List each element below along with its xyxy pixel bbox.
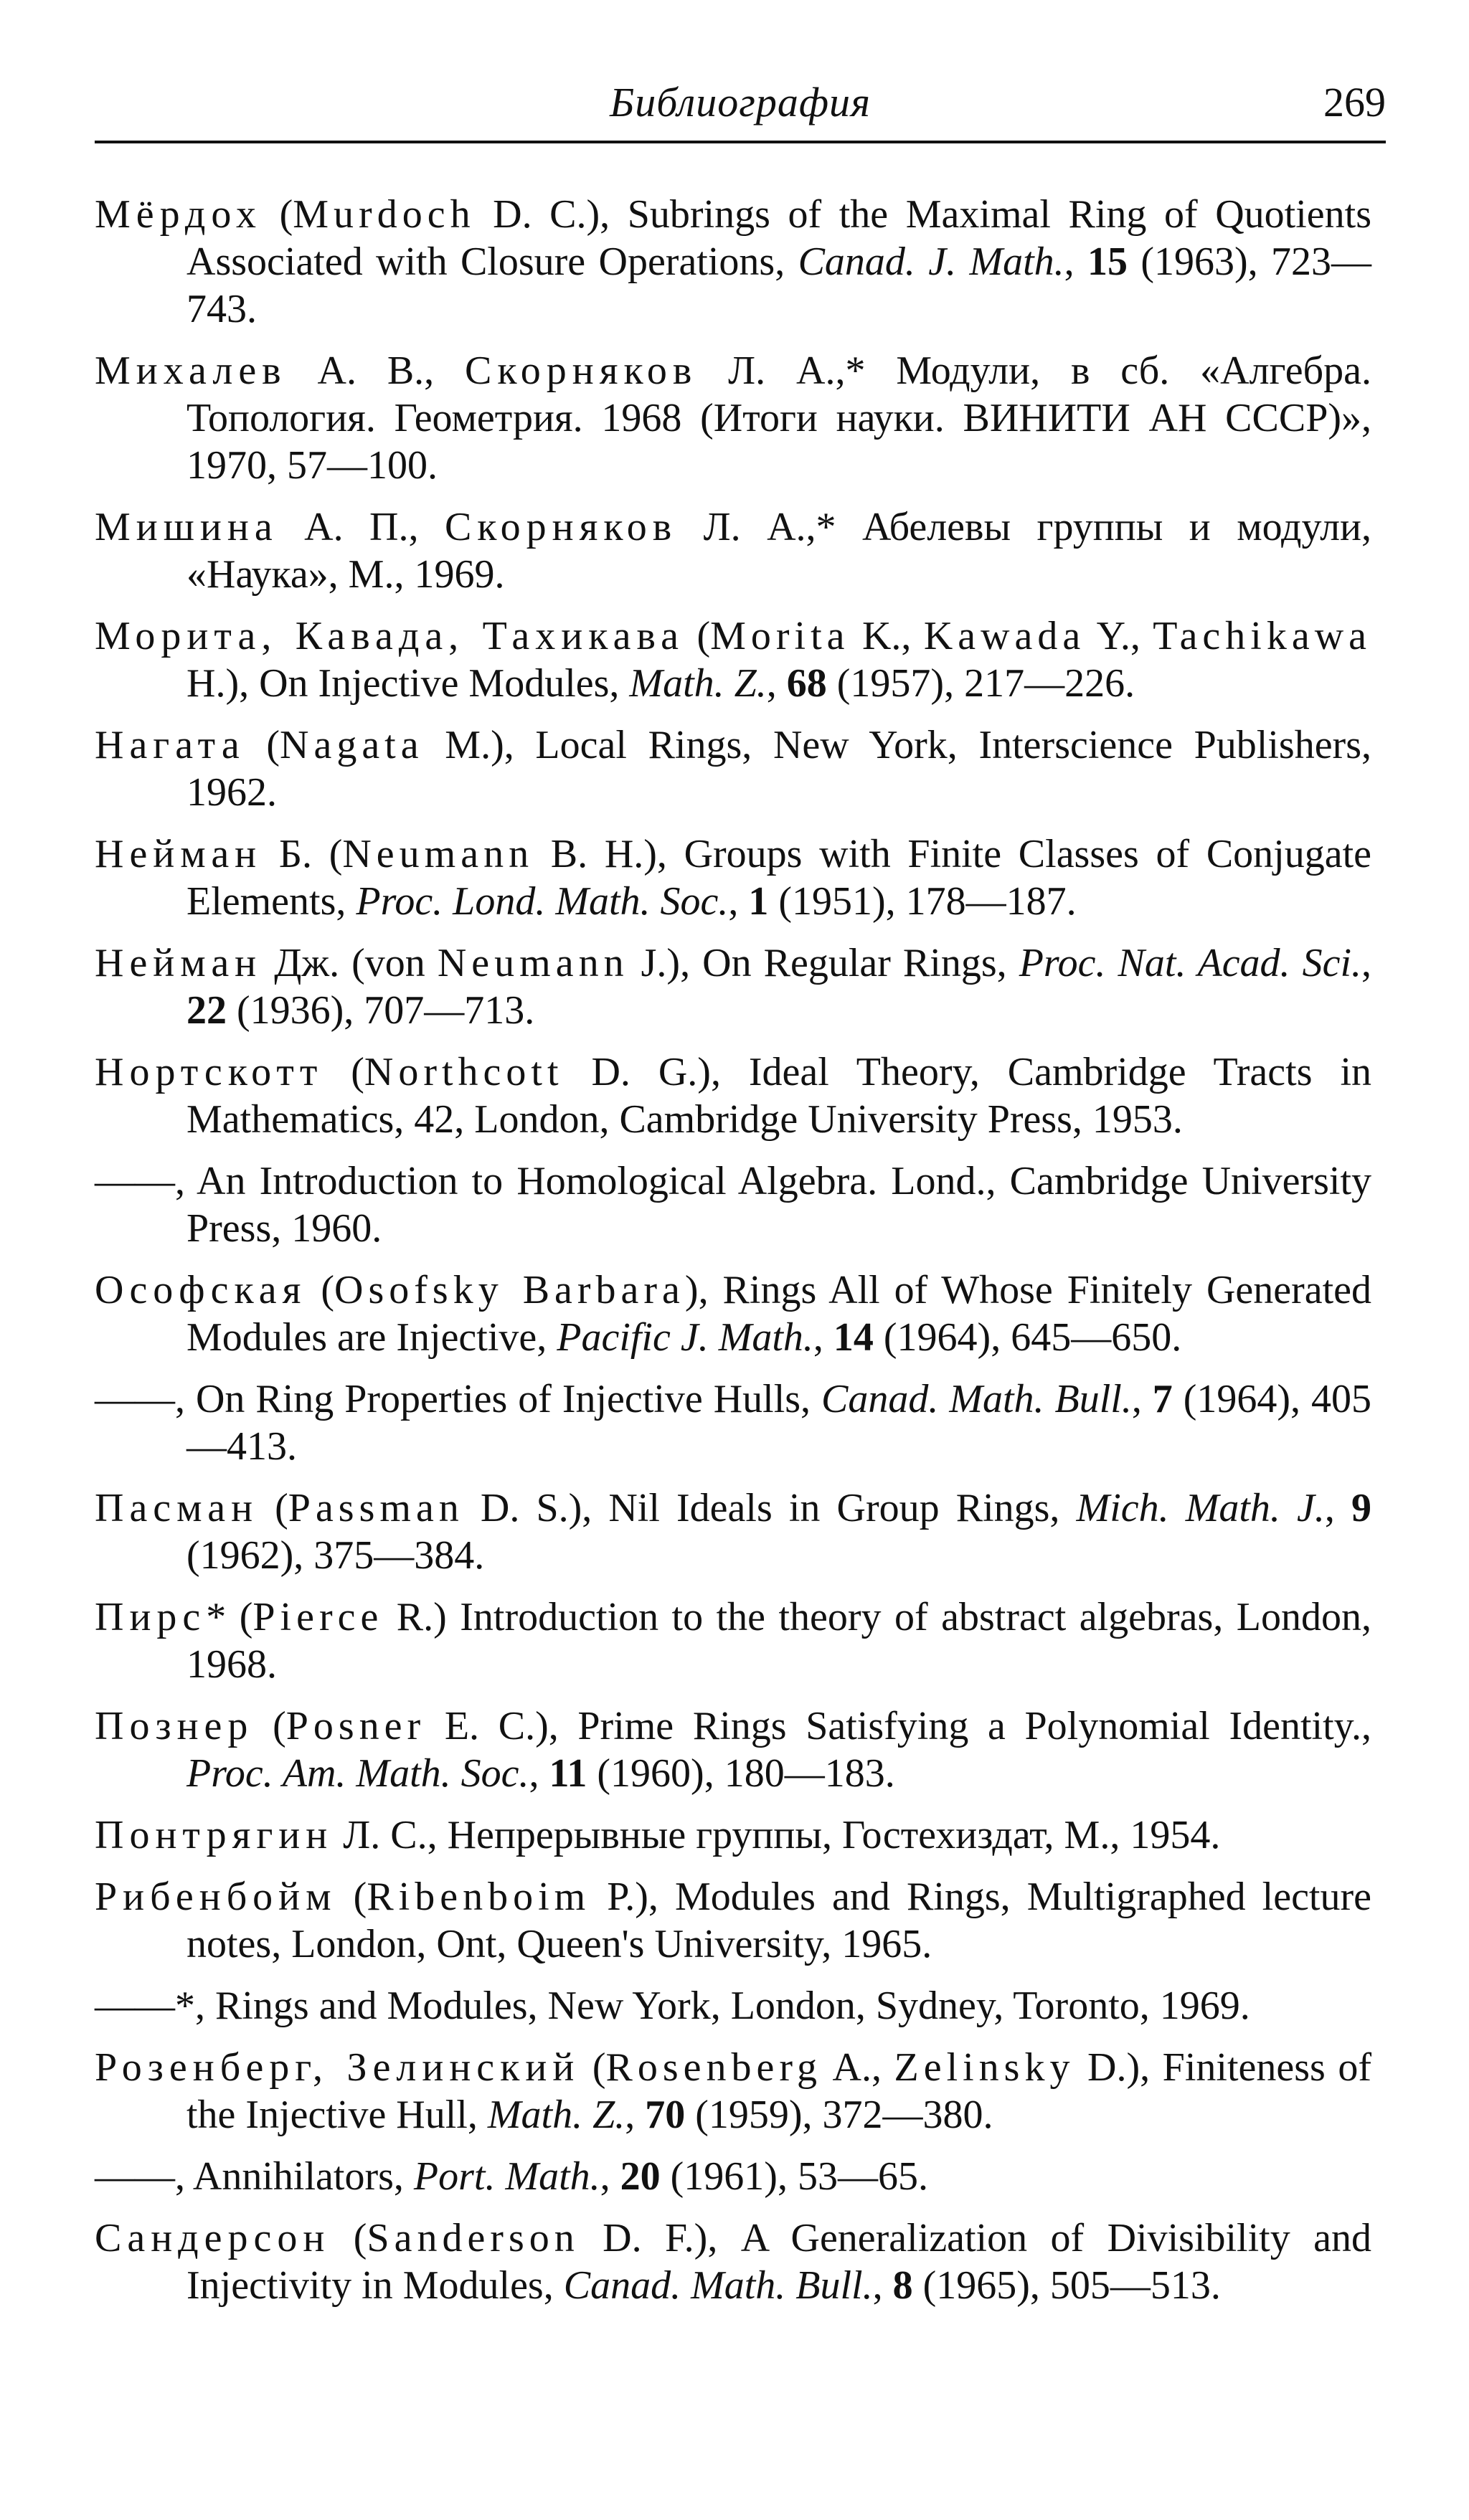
bibliography-entry-osofsky (95, 1266, 1371, 1361)
bibliography-entry-murdoch (95, 191, 1371, 333)
entry-text: , (728, 879, 749, 924)
entry-text: ( (330, 2216, 367, 2260)
bibliography-entry-ribenboim (95, 1873, 1371, 1968)
entry-text: P.), Modules and Rings, Multigraphed lecture notes, London, Ont, Queen's University, 1965. (186, 1875, 1371, 1966)
entry-author-latin: Sanderson (367, 2216, 580, 2260)
entry-author: Скорняков (444, 505, 678, 549)
entry-author-latin: Tachikawa (1153, 614, 1371, 658)
entry-text: (1959), 372—380. (685, 2093, 993, 2137)
bibliography-entry-mishina (95, 503, 1371, 598)
entry-text: Дж. (von (262, 941, 438, 985)
entry-text: D. S.), Nil Ideals in Group Rings, (463, 1486, 1077, 1530)
entry-text: D. G.), Ideal Theory, Cambridge Tracts in Mathematics, 42, London, Cambridge University Press, 1953. (186, 1050, 1371, 1142)
bibliography-entry-mikhalev (95, 347, 1371, 489)
entry-text: ( (306, 1268, 335, 1312)
page-header (95, 72, 1386, 136)
entry-text: ( (262, 192, 293, 237)
entry-author: Скорняков (465, 349, 698, 393)
entry-volume: 9 (1351, 1486, 1372, 1530)
entry-volume: 20 (620, 2154, 661, 2199)
entry-text: (1963), 723—743. (186, 240, 1371, 331)
entry-volume: 7 (1152, 1377, 1173, 1421)
entry-text: , (625, 2093, 646, 2137)
header-rule (95, 141, 1386, 143)
bibliography-entry-rosenberg-2 (95, 2153, 1371, 2200)
entry-text: A., (822, 2045, 894, 2090)
entry-author: Пасман (95, 1486, 259, 1530)
entry-author-latin: Pierce (252, 1595, 384, 1639)
entry-text: (1964), 405—413. (186, 1377, 1372, 1469)
bibliography-entry-northcott (95, 1048, 1371, 1143)
entry-author: Розенберг, Зелинский (95, 2045, 580, 2090)
bibliography-entry-osofsky-2 (95, 1375, 1371, 1470)
entry-author: Нейман (95, 941, 263, 985)
bibliography-entry-sanderson (95, 2215, 1371, 2309)
entry-text: ( (684, 614, 711, 658)
entry-journal: Proc. Nat. Acad. Sci. (1019, 941, 1362, 985)
bibliography-entry-nagata (95, 721, 1371, 816)
bibliography-entry-ribenboim-2 (95, 1982, 1371, 2029)
entry-text: , (1131, 1377, 1153, 1421)
entry-journal: Canad. Math. Bull. (563, 2263, 873, 2308)
entry-author: Ософская (95, 1268, 307, 1312)
entry-author: Нортскотт (95, 1050, 323, 1094)
entry-journal: Math. Z. (629, 661, 767, 706)
bibliography-entry-northcott-2 (95, 1157, 1371, 1252)
entry-text: (1951), 178—187. (768, 879, 1077, 924)
entry-text: ( (253, 1704, 286, 1748)
bibliography-entry-rosenberg (95, 2044, 1371, 2138)
entry-text: Л. А.,* Модули, в сб. «Алгебра. Топология. Геометрия. 1968 (Итоги науки. ВИНИТИ АН СССР)», 1970, 57—100. (186, 349, 1371, 488)
entry-author-latin: Rosenberg (605, 2045, 823, 2090)
entry-text: (1936), 707—713. (227, 988, 535, 1033)
entry-text: Y., (1085, 614, 1153, 658)
entry-text: R.) Introduction to the theory of abstract algebras, London, 1968. (186, 1595, 1371, 1687)
bibliography-list (95, 191, 1371, 2324)
entry-text: D. C.), Subrings of the Maximal Ring of Quotients Associated with Closure Operations, (186, 192, 1372, 284)
entry-author-latin: Passman (288, 1486, 464, 1530)
entry-author-latin: Murdoch (293, 192, 476, 237)
entry-text: D.), Finiteness of the Injective Hull, (186, 2045, 1372, 2137)
entry-text: ), Rings All of Whose Finitely Generated Modules are Injective, (186, 1268, 1372, 1360)
entry-author-latin: Neumann (437, 941, 629, 985)
entry-journal: Canad. Math. Bull. (821, 1377, 1132, 1421)
entry-text: (1965), 505—513. (912, 2263, 1221, 2308)
entry-text: K., (849, 614, 924, 658)
entry-author: Нейман (95, 832, 263, 876)
entry-author: Морита, Кавада, Тахикава (95, 614, 685, 658)
bibliography-entry-neumann-bh (95, 830, 1371, 925)
entry-author: Рибенбойм (95, 1875, 337, 1919)
bibliography-entry-passman (95, 1484, 1371, 1579)
entry-author-latin: Northcott (364, 1050, 564, 1094)
entry-author: Михалев (95, 349, 287, 393)
entry-author-latin: Osofsky Barbara (334, 1268, 685, 1312)
entry-text: ( (258, 1486, 288, 1530)
entry-text: (1962), 375—384. (186, 1533, 485, 1578)
entry-text: ( (336, 1875, 367, 1919)
entry-author-latin: Posner (285, 1704, 426, 1748)
entry-volume: 15 (1087, 240, 1128, 284)
entry-volume: 14 (833, 1315, 874, 1360)
entry-text: * ( (206, 1595, 253, 1639)
entry-volume: 11 (549, 1751, 587, 1796)
entry-text: (1957), 217—226. (826, 661, 1135, 706)
entry-author-latin: Neumann (342, 832, 534, 876)
entry-author-latin: Nagata (280, 723, 424, 767)
entry-author-latin: Zelinsky (894, 2045, 1075, 2090)
entry-text: ——*, Rings and Modules, New York, London, Sydney, Toronto, 1969. (95, 1984, 1250, 2028)
entry-text: Л. С., Непрерывные группы, Гостехиздат, М., 1954. (333, 1813, 1221, 1857)
entry-text: ( (580, 2045, 606, 2090)
entry-journal: Proc. Lond. Math. Soc. (356, 879, 729, 924)
entry-author: Мишина (95, 505, 278, 549)
entry-journal: Canad. J. Math. (798, 240, 1064, 284)
entry-text: , (1064, 240, 1088, 284)
entry-text: B. H.), Groups with Finite Classes of Conjugate Elements, (186, 832, 1372, 924)
entry-text: А. П., (278, 505, 445, 549)
entry-text: , (600, 2154, 620, 2199)
entry-text: , (1361, 941, 1372, 985)
entry-journal: Mich. Math. J. (1076, 1486, 1325, 1530)
entry-author: Пирс (95, 1595, 207, 1639)
entry-text: E. C.), Prime Rings Satisfying a Polynomial Identity., (425, 1704, 1371, 1748)
entry-text: , (813, 1315, 833, 1360)
entry-text: (1960), 180—183. (587, 1751, 895, 1796)
entry-text: А. В., (286, 349, 466, 393)
entry-text: ( (323, 1050, 364, 1094)
entry-journal: Port. Math. (413, 2154, 600, 2199)
entry-text: ——, An Introduction to Homological Algebra. Lond., Cambridge University Press, 1960. (95, 1159, 1371, 1251)
entry-text: , (1324, 1486, 1352, 1530)
entry-text: , (766, 661, 787, 706)
entry-author-latin: Ribenboim (367, 1875, 591, 1919)
entry-text: Б. ( (262, 832, 343, 876)
bibliography-entry-von-neumann (95, 939, 1371, 1034)
bibliography-entry-pierce (95, 1593, 1371, 1688)
entry-text: H.), On Injective Modules, (186, 661, 630, 706)
entry-journal: Proc. Am. Math. Soc. (186, 1751, 529, 1796)
bibliography-entry-morita (95, 612, 1371, 707)
entry-volume: 1 (748, 879, 769, 924)
entry-author: Сандерсон (95, 2216, 331, 2260)
entry-text: (1964), 645—650. (873, 1315, 1182, 1360)
entry-author: Познер (95, 1704, 254, 1748)
entry-text: (1961), 53—65. (660, 2154, 928, 2199)
entry-text: J.), On Regular Rings, (628, 941, 1019, 985)
entry-author: Мёрдох (95, 192, 263, 237)
entry-volume: 70 (645, 2093, 686, 2137)
bibliography-entry-pontryagin (95, 1811, 1371, 1859)
entry-author-latin: Kawada (923, 614, 1086, 658)
entry-author-latin: Morita (710, 614, 850, 658)
entry-text: ——, Annihilators, (95, 2154, 414, 2199)
entry-text: M.), Local Rings, New York, Interscience Publishers, 1962. (186, 723, 1371, 815)
entry-volume: 8 (892, 2263, 913, 2308)
entry-text: ( (245, 723, 280, 767)
entry-volume: 68 (786, 661, 827, 706)
entry-journal: Math. Z. (487, 2093, 625, 2137)
entry-volume: 22 (186, 988, 227, 1033)
entry-text: , (529, 1751, 549, 1796)
page-number: 269 (1323, 79, 1386, 125)
entry-text: , (872, 2263, 893, 2308)
entry-text: Л. А.,* Абелевы группы и модули, «Наука», М., 1969. (186, 505, 1371, 597)
entry-author: Понтрягин (95, 1813, 334, 1857)
entry-text: ——, On Ring Properties of Injective Hulls, (95, 1377, 822, 1421)
entry-author: Нагата (95, 723, 245, 767)
entry-journal: Pacific J. Math. (557, 1315, 813, 1360)
running-title: Библиография (610, 79, 871, 125)
bibliography-entry-posner (95, 1702, 1371, 1797)
entry-text: D. F.), A Generalization of Divisibility and Injectivity in Modules, (186, 2216, 1371, 2308)
